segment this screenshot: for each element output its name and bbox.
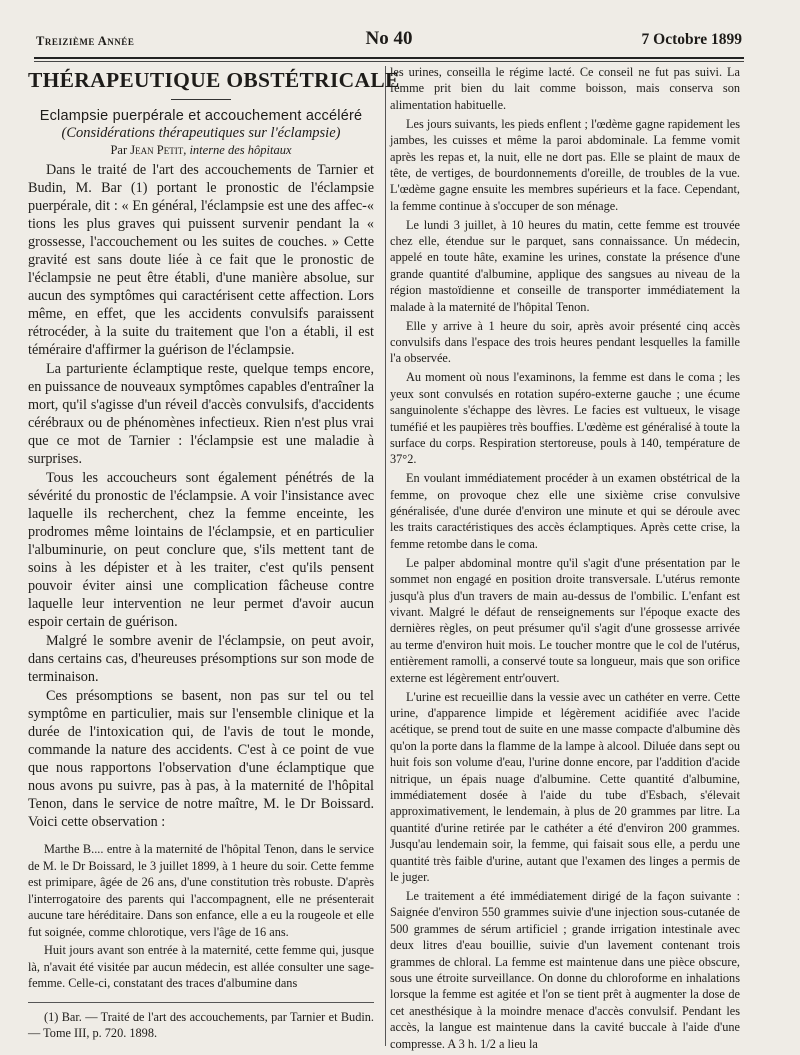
section-title: THÉRAPEUTIQUE OBSTÉTRICALE xyxy=(28,68,400,92)
footnote: (1) Bar. — Traité de l'art des accouchements, par Tarnier et Budin. — Tome III, p. 720. 1898. xyxy=(28,1009,374,1040)
paragraph: Huit jours avant son entrée à la maternité, cette femme qui, jusque là, n'avait été visitée par aucun médecin, est allée consulter une sage-femme. Celle-ci, constatant des traces d'albumine dans xyxy=(28,943,374,990)
header-rule-thick xyxy=(34,57,744,59)
author-role: interne des hôpitaux xyxy=(189,143,292,157)
volume-year: Treizième Année xyxy=(36,34,135,48)
paragraph: Le lundi 3 juillet, à 10 heures du matin, cette femme est trouvée chez elle, étendue sur le parquet, sans connaissance. Un médecin, appelé en toute hâte, examine les urines, constate la présence d'une grande quantité d'albumine, applique des sangsues au niveau de la région mastoïdienne et conseille de transporter immédiatement la malade à la maternité de l'hôpital Tenon. xyxy=(390,217,740,314)
paragraph: Tous les accoucheurs sont également pénétrés de la sévérité du pronostic de l'éclampsie. A voir l'insistance avec laquelle ils recherchent, chez la femme enceinte, les prodromes même lointains de l'éclampsie, et en particulier l'albuminurie, on peut conclure que, s'ils mettent tant de soins à les dépister et à les traiter, c'est qu'ils pensent pouvoir éviter ainsi une complication fâcheuse contre laquelle leur intervention ne leur permet d'avoir aucun espoir certain de guérison. xyxy=(28,470,374,630)
left-column xyxy=(28,66,400,1042)
article-title: Eclampsie puerpérale et accouchement accéléré xyxy=(39,108,363,124)
paragraph: Dans le traité de l'art des accouchements de Tarnier et Budin, M. Bar (1) portant le pronostic de l'éclampsie puerpérale, dit : « En général, l'éclampsie est une des affec-« tions les plus graves qui puissent survenir pendant la « grossesse, l'accouchement ou les suites de couches. » Cette gravité est sans doute liée à ce fait que le pronostic de l'éclampsie ne peut être établi, d'une manière absolue, sur aucun des symptômes qui caractérisent cette affection. Lors même, en effet, que les accidents convulsifs paraissent rétrocéder, à la suite du traitement que l'on a établi, il est téméraire d'affirmer la guérison de l'éclampsie. xyxy=(28,162,374,358)
header-rule-thin xyxy=(34,61,744,62)
title-rule xyxy=(171,99,231,100)
paragraph: Les jours suivants, les pieds enflent ; l'œdème gagne rapidement les jambes, les cuisses et même la paroi abdominale. La femme vomit après les repas et, la nuit, elle ne dort pas. Elle se plaint de maux de tête, de vertiges, de bourdonnements d'oreille, de troubles de la vue. L'œdème gagne ensuite les membres supérieurs et la face. Cependant, la femme continue à s'occuper de son ménage. xyxy=(390,116,740,213)
paragraph: Malgré le sombre avenir de l'éclampsie, on peut avoir, dans certains cas, d'heureuses présomptions sur son mode de terminaison. xyxy=(28,633,374,685)
column-divider xyxy=(385,66,386,1046)
paragraph: L'urine est recueillie dans la vessie avec un cathéter en verre. Cette urine, d'apparence limpide et légèrement acidifiée avec l'acide acétique, se prend tout de suite en une masse compacte d'albumine dès qu'on la porte dans la flamme de la lampe à alcool. Diluée dans sept ou huit fois son volume d'eau, l'urine donne encore, par l'addition d'acide nitrique, un épais nuage d'albumine. Cette quantité d'albumine, immédiatement dosée à l'aide du tube d'Esbach, s'élevait approximativement, le lendemain, à plus de 20 grammes par litre. La quantité d'urine retirée par le cathéter a été d'environ 200 grammes. Jusqu'au lendemain soir, la femme, qui faisait sous elle, a perdu une quantité très faible d'urine, autant que l'examen des linges a permis de le juger. xyxy=(390,689,740,884)
paragraph: La parturiente éclamptique reste, quelque temps encore, en puissance de nouveaux symptômes capables d'entraîner la mort, qu'il s'agisse d'un réveil d'accès convulsifs, d'accidents cérébraux ou de phénomènes infectieux. Rien n'est plus vrai que ce mot de Tarnier : l'éclampsie est une maladie à surprises. xyxy=(28,361,374,467)
paragraph: Elle y arrive à 1 heure du soir, après avoir présenté cinq accès convulsifs dans l'espace des trois heures pendant lesquelles la famille l'a observée. xyxy=(390,318,740,366)
paragraph: Le palper abdominal montre qu'il s'agit d'une présentation par le sommet non engagé en position droite transversale. L'utérus remonte jusqu'à plus d'un travers de main au-dessus de l'ombilic. L'enfant est vivant. Malgré le défaut de renseignements sur l'époque exacte des dernières règles, on peut présumer qu'il s'agit d'une grossesse arrivée au terme d'environ huit mois. Le toucher montre que le col de l'utérus, entièrement ramolli, a conservé toute sa longueur, mais que son orifice externe est légèrement entr'ouvert. xyxy=(390,555,740,685)
paragraph: les urines, conseilla le régime lacté. Ce conseil ne fut pas suivi. La femme prit bien du lait comme boisson, mais conserva son alimentation habituelle. xyxy=(390,65,740,112)
article-body xyxy=(28,161,374,831)
issue-date: 7 Octobre 1899 xyxy=(641,31,742,48)
issue-number: No 40 xyxy=(365,28,413,49)
byline-prefix: Par xyxy=(110,143,128,157)
paragraph: Le traitement a été immédiatement dirigé de la façon suivante : Saignée d'environ 550 grammes suivie d'une injection sous-cutanée de 500 grammes de sérum artificiel ; grande irrigation intestinale avec deux litres d'eau bouillie, suivie d'un lavement contenant trois grammes de chloral. La femme est maintenue dans une pièce obscure, sous une étroite surveillance. On donne du chloroforme en inhalations lorsque la femme est agitée et l'on se tient prêt à augmenter la dose de cet anesthésique à la moindre menace d'accès convulsif. Pendant les accès, la langue est maintenue dans la cavité buccale à l'aide d'une compresse. A 3 h. 1/2 a lieu la xyxy=(390,888,740,1051)
paragraph: Au moment où nous l'examinons, la femme est dans le coma ; les yeux sont convulsés en rotation supéro-externe gauche ; une écume sanguinolente s'échappe des lèvres. Le facies est vultueux, le visage tuméfié et les paupières très bouffies. L'œdème est généralisé à toute la surface du corps. Respiration stertoreuse, pouls à 140, température de 37°2. xyxy=(390,370,740,467)
article-subtitle: (Considérations thérapeutiques sur l'éclampsie) xyxy=(61,125,341,141)
byline xyxy=(28,142,374,159)
author-name: Jean Petit, xyxy=(130,143,187,157)
paragraph: En voulant immédiatement procéder à un examen obstétrical de la femme, on provoque chez elle une sixième crise convulsive généralisée, d'une durée d'environ une minute et qui se déroule avec les traits caractéristiques des accès éclamptiques. Après cette crise, la femme retombe dans le coma. xyxy=(390,471,740,551)
running-header xyxy=(36,30,742,54)
footnote-rule xyxy=(28,1002,374,1003)
paragraph: Marthe B.... entre à la maternité de l'hôpital Tenon, dans le service de M. le Dr Boissard, le 3 juillet 1899, à 1 heure du soir. Cette femme est primipare, âgée de 26 ans, d'une constitution très robuste. D'après l'interrogatoire des parents qui l'accompagnent, elle ne présenterait aucune tare héréditaire. Dans son enfance, elle a eu la rougeole et elle fut soignée, comme chlorotique, vers l'âge de 16 ans. xyxy=(28,842,374,939)
right-column xyxy=(390,64,740,1052)
paragraph: Ces présomptions se basent, non pas sur tel ou tel symptôme en particulier, mais sur l'ensemble clinique et la durée de l'intoxication qui, de l'avis de tout le monde, commande la nature des accidents. C'est à ce point de vue que nous rapportons l'observation d'une éclamptique que nous avons pu suivre, pas à pas, à la maternité de l'hôpital Tenon, dans le service de notre maître, M. le Dr Boissard. Voici cette observation : xyxy=(28,688,374,830)
observation-text xyxy=(28,841,374,992)
